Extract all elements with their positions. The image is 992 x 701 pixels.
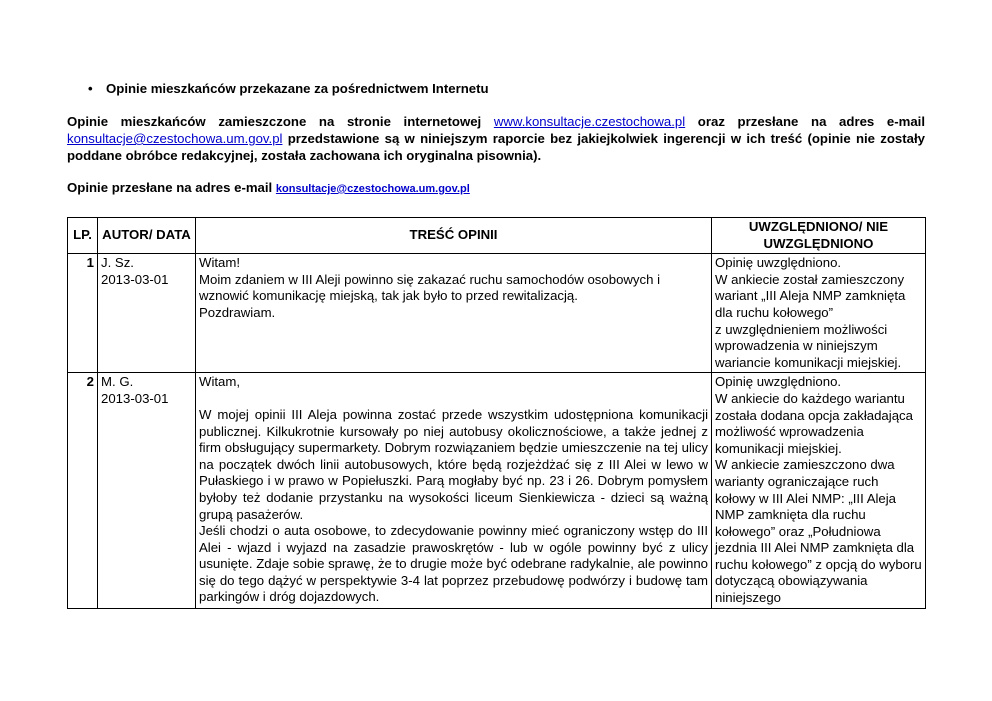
row-number: 2 xyxy=(68,373,98,608)
header-status: UWZGLĘDNIONO/ NIE UWZGLĘDNIONO xyxy=(712,218,926,254)
status-cell xyxy=(712,373,926,608)
author-cell xyxy=(98,254,196,373)
row-number: 1 xyxy=(68,254,98,373)
opinion-line: Pozdrawiam. xyxy=(199,304,276,320)
header-lp: LP. xyxy=(68,218,98,254)
bullet-symbol: • xyxy=(88,81,93,96)
opinion-greeting: Witam, xyxy=(199,374,241,390)
author-date: 2013-03-01 xyxy=(101,390,169,406)
status-line: W ankiecie został zamieszczony wariant „III Aleja NMP zamknięta dla ruchu kołowego” xyxy=(715,271,906,320)
author-name: J. Sz. xyxy=(101,255,134,271)
email-heading-link[interactable]: konsultacje@czestochowa.um.gov.pl xyxy=(275,183,470,195)
opinion-cell xyxy=(196,373,712,608)
table-row xyxy=(68,373,926,608)
opinions-table xyxy=(67,217,926,609)
email-link[interactable]: konsultacje@czestochowa.um.gov.pl xyxy=(67,131,283,146)
section-bullet xyxy=(88,81,489,96)
site-link[interactable]: www.konsultacje.czestochowa.pl xyxy=(493,114,686,129)
table-row xyxy=(68,254,926,373)
status-line: W ankiecie do każdego wariantu została dodana opcja zakładająca możliwość wprowadzenia komunikacji miejskiej. xyxy=(715,390,913,456)
opinion-paragraph: Jeśli chodzi o auta osobowe, to zdecydowanie powinny mieć ograniczony wstęp do III Alei - wjazd i wyjazd na zasadzie prawoskrętów - lub w ogóle powinny być z ulicy usunięte. Zdaje sobie sprawę, że to drugie może być odebrane radykalnie, ale powinno się do tego dążyć w perspektywie 3-4 lat poprzez przebudowę podwórzy i budowę tam parkingów i dróg dojazdowych. xyxy=(199,523,708,605)
header-content: TREŚĆ OPINII xyxy=(196,218,712,254)
header-author: AUTOR/ DATA xyxy=(98,218,196,254)
opinion-cell xyxy=(196,254,712,373)
status-line: z uwzględnieniem możliwości wprowadzenia w niniejszym wariancie komunikacji miejskiej. xyxy=(715,321,902,370)
author-date: 2013-03-01 xyxy=(101,271,169,287)
intro-text-3: przedstawione są w niniejszym raporcie bez jakiejkolwiek ingerencji w ich treść (opinie nie zostały poddane obróbce redakcyjnej, została zachowana ich oryginalna pisownia). xyxy=(67,131,925,163)
author-cell xyxy=(98,373,196,608)
section-heading: Opinie mieszkańców przekazane za pośrednictwem Internetu xyxy=(106,81,489,96)
status-line: W ankiecie zamieszczono dwa warianty ograniczające ruch kołowy w III Alei NMP: „III Aleja NMP zamknięta dla ruchu kołowego” oraz „Południowa jezdnia III Alei NMP zamknięta dla ruchu kołowego” z opcją do wyboru dotyczącą obowiązywania niniejszego xyxy=(715,457,922,606)
status-line: Opinię uwzględniono. xyxy=(715,374,842,390)
opinion-paragraph: W mojej opinii III Aleja powinna zostać przede wszystkim udostępniona komunikacji publicznej. Kilkukrotnie kursowały po niej autobusy okolicznościowe, a także jednej z firm obsługujący supermarkety. Dobrym rozwiązaniem będzie umieszczenie na tej ulicy na początek dwóch linii autobusowych, które będą rozjeżdżać się z III Alei w lewo w Pułaskiego i w prawo w Popiełuszki. Parą mogłaby być np. 23 i 26. Dobrym pomysłem byłoby też dodanie przystanku na wysokości liceum Sienkiewicza - dzieci są ważną grupą pasażerów. xyxy=(199,406,708,522)
status-cell xyxy=(712,254,926,373)
author-name: M. G. xyxy=(101,374,134,390)
email-heading-label: Opinie przesłane na adres e-mail xyxy=(67,180,276,195)
opinion-line: Moim zdaniem w III Aleji powinno się zakazać ruchu samochodów osobowych i wznowić komunikację miejską, tak jak było to przed rewitalizacją. xyxy=(199,271,661,304)
intro-text-1: Opinie mieszkańców zamieszczone na stronie internetowej xyxy=(67,114,494,129)
email-heading xyxy=(67,180,470,195)
table-header-row xyxy=(68,218,926,254)
opinion-line: Witam! xyxy=(199,255,241,271)
status-line: Opinię uwzględniono. xyxy=(715,255,842,271)
intro-paragraph xyxy=(67,113,925,164)
intro-text-2: oraz przesłane na adres e-mail xyxy=(685,114,925,129)
